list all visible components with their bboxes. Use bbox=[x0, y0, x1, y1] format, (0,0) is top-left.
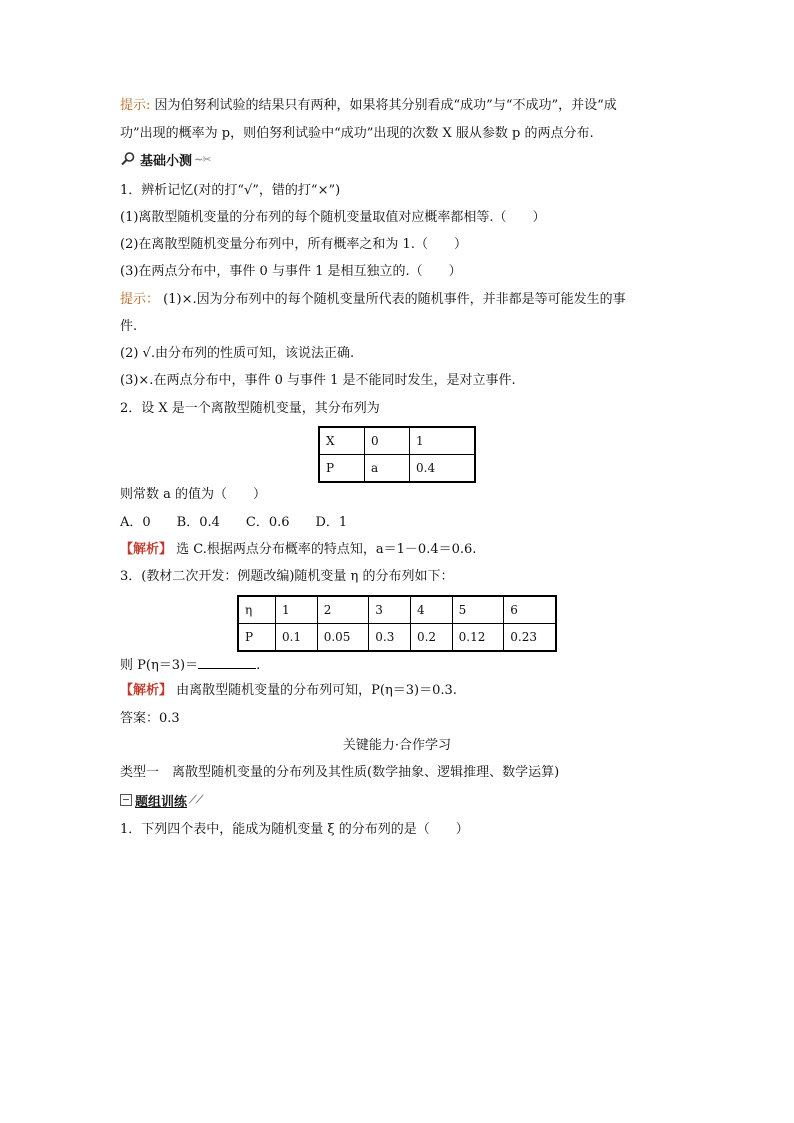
intro-hint-line1 bbox=[120, 98, 617, 114]
answer-blank bbox=[198, 656, 256, 669]
q3-question bbox=[120, 656, 260, 674]
table-cell: 0.05 bbox=[317, 624, 369, 652]
q1-title: 1．辨析记忆(对的打“√”，错的打“×”) bbox=[120, 183, 341, 198]
q2-analysis bbox=[120, 542, 476, 558]
table-cell: 3 bbox=[369, 596, 411, 624]
q3-question-prefix: 则 P(η＝3)＝ bbox=[120, 658, 199, 673]
q2-options: A．0 B．0.4 C．0.6 D．1 bbox=[120, 515, 348, 530]
table-cell: X bbox=[319, 427, 365, 455]
q1-item-3: (3)在两点分布中，事件 0 与事件 1 是相互独立的.（ ） bbox=[120, 264, 462, 279]
q2-analysis-text: 选 C.根据两点分布概率的特点知，a＝1－0.4＝0.6. bbox=[176, 542, 477, 557]
q3-title: 3．(教材二次开发：例题改编)随机变量 η 的分布列如下： bbox=[120, 569, 454, 584]
table-cell: 0.4 bbox=[410, 455, 476, 483]
table-cell: P bbox=[319, 455, 365, 483]
key-ability-heading: 关键能力·合作学习 bbox=[342, 738, 452, 753]
table-cell: 0.1 bbox=[276, 624, 318, 652]
scribble-decoration-icon: ~✂ bbox=[194, 152, 211, 166]
section-basics-header bbox=[120, 150, 210, 168]
q1-hint-label: 提示： bbox=[120, 292, 160, 307]
intro-hint-text1: 因为伯努利试验的结果只有两种，如果将其分别看成“成功”与“不成功”，并设“成 bbox=[154, 98, 617, 113]
q1-hint-text1: (1)×.因为分布列中的每个随机变量所代表的随机事件，并非都是等可能发生的事 bbox=[163, 292, 626, 307]
table-cell: 0.2 bbox=[410, 624, 452, 652]
training-q1: 1．下列四个表中，能成为随机变量 ξ 的分布列的是（ ） bbox=[120, 822, 469, 837]
table-cell: 6 bbox=[504, 596, 556, 624]
table-row bbox=[319, 427, 475, 455]
q1-item-1: (1)离散型随机变量的分布列的每个随机变量取值对应概率都相等.（ ） bbox=[120, 210, 546, 225]
magnifier-icon bbox=[120, 151, 136, 167]
q1-hint-line1 bbox=[120, 292, 626, 308]
q1-item-2: (2)在离散型随机变量分布列中，所有概率之和为 1.（ ） bbox=[120, 237, 467, 252]
table-cell: 0.3 bbox=[369, 624, 411, 652]
table-cell: 0.12 bbox=[452, 624, 504, 652]
stripe-decoration-icon: ⟋⟋ bbox=[189, 793, 203, 806]
q3-distribution-table bbox=[237, 595, 557, 652]
table-cell: η bbox=[238, 596, 276, 624]
q3-answer: 答案：0.3 bbox=[120, 711, 180, 726]
q1-hint-line2: 件. bbox=[120, 319, 138, 334]
hint-label: 提示: bbox=[120, 98, 151, 113]
q1-hint-line4: (3)×.在两点分布中，事件 0 与事件 1 是不能同时发生，是对立事件. bbox=[120, 373, 516, 388]
q2-question: 则常数 a 的值为（ ） bbox=[120, 487, 267, 502]
table-cell: 1 bbox=[276, 596, 318, 624]
q3-analysis-text: 由离散型随机变量的分布列可知，P(η＝3)＝0.3. bbox=[176, 683, 457, 698]
table-cell: 4 bbox=[410, 596, 452, 624]
intro-hint-line2: 功”出现的概率为 p，则伯努利试验中“成功”出现的次数 X 服从参数 p 的两点分布. bbox=[120, 126, 594, 141]
table-row bbox=[238, 596, 556, 624]
group-training-icon bbox=[120, 794, 132, 806]
table-row bbox=[238, 624, 556, 652]
q3-analysis bbox=[120, 683, 457, 699]
section-basics-title: 基础小测 bbox=[140, 153, 193, 169]
q1-hint-line3: (2) √.由分布列的性质可知，该说法正确. bbox=[120, 346, 355, 361]
q2-distribution-table bbox=[318, 426, 476, 483]
table-cell: 5 bbox=[452, 596, 504, 624]
table-cell: P bbox=[238, 624, 276, 652]
q3-analysis-label: 【解析】 bbox=[120, 683, 173, 698]
table-cell: 0.23 bbox=[504, 624, 556, 652]
table-cell: 2 bbox=[317, 596, 369, 624]
group-training-title: 题组训练 bbox=[135, 794, 188, 810]
q2-analysis-label: 【解析】 bbox=[120, 542, 173, 557]
table-row bbox=[319, 455, 475, 483]
table-cell: 0 bbox=[365, 427, 410, 455]
type1-heading: 类型一 离散型随机变量的分布列及其性质(数学抽象、逻辑推理、数学运算) bbox=[120, 765, 560, 780]
group-training-header bbox=[120, 791, 202, 809]
q2-title: 2．设 X 是一个离散型随机变量，其分布列为 bbox=[120, 401, 380, 416]
table-cell: 1 bbox=[410, 427, 476, 455]
q3-question-suffix: . bbox=[256, 658, 261, 673]
table-cell: a bbox=[365, 455, 410, 483]
